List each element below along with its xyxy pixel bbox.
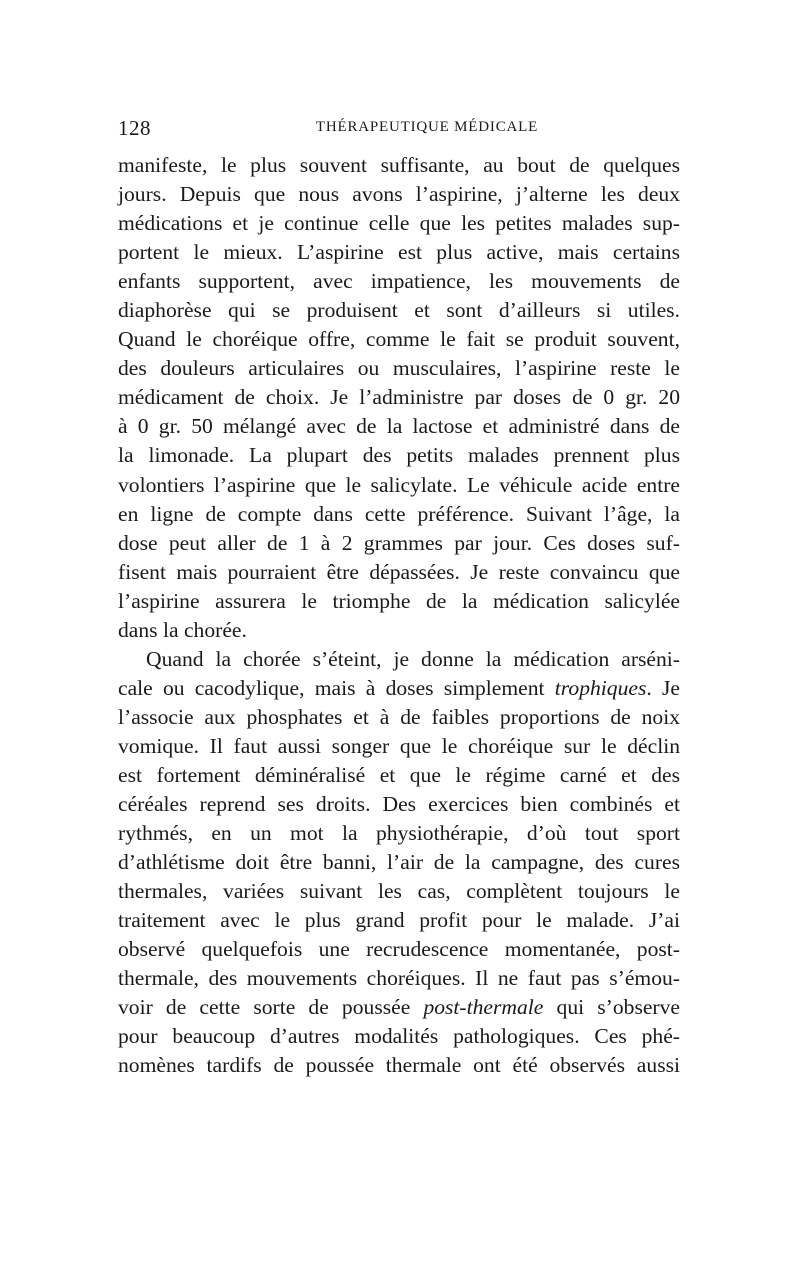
- text-line: [118, 587, 680, 616]
- text-line: [118, 296, 680, 325]
- text-segment: diaphorèse qui se produisent et sont d’ailleurs si utiles.: [118, 298, 680, 323]
- text-segment: jours. Depuis que nous avons l’aspirine, j’alterne les deux: [118, 182, 680, 207]
- text-line: [118, 1022, 680, 1051]
- text-line: [118, 1051, 680, 1080]
- text-segment: médicament de choix. Je l’administre par doses de 0 gr. 20: [118, 385, 680, 410]
- text-segment: fisent mais pourraient être dépassées. Je reste convaincu que: [118, 559, 680, 584]
- text-segment: rythmés, en un mot la physiothérapie, d’où tout sport: [118, 821, 680, 846]
- text-segment: nomènes tardifs de poussée thermale ont été observés aussi: [118, 1053, 680, 1078]
- text-segment: traitement avec le plus grand profit pour le malade. J’ai: [118, 908, 680, 933]
- text-line: [118, 848, 680, 877]
- text-segment: observé quelquefois une recrudescence momentanée, post-: [118, 937, 680, 962]
- text-segment: . Je: [646, 675, 680, 700]
- text-segment: vomique. Il faut aussi songer que le choréique sur le déclin: [118, 733, 680, 758]
- text-line: [118, 500, 680, 529]
- text-segment: portent le mieux. L’aspirine est plus active, mais certains: [118, 240, 680, 265]
- text-line: [118, 180, 680, 209]
- text-segment: enfants supportent, avec impatience, les mouvements de: [118, 269, 680, 294]
- text-line: [118, 529, 680, 558]
- text-segment: cale ou cacodylique, mais à doses simplement: [118, 675, 555, 700]
- text-line: [118, 674, 680, 703]
- text-segment: céréales reprend ses droits. Des exercices bien combinés et: [118, 792, 680, 817]
- text-segment: voir de cette sorte de poussée: [118, 995, 424, 1020]
- text-segment: Quand la chorée s’éteint, je donne la médication arséni-: [146, 646, 680, 671]
- italic-text: trophiques: [554, 675, 647, 700]
- italic-text: post-thermale: [423, 995, 544, 1020]
- text-segment: manifeste, le plus souvent suffisante, au bout de quelques: [118, 153, 680, 177]
- text-segment: thermale, des mouvements choréiques. Il ne faut pas s’émou-: [118, 966, 680, 991]
- text-line: [118, 616, 680, 645]
- page-number: 128: [118, 116, 151, 140]
- running-title: THÉRAPEUTIQUE MÉDICALE: [315, 119, 539, 135]
- text-segment: dans la chorée.: [118, 617, 247, 642]
- text-line: [118, 645, 680, 674]
- text-line: [118, 383, 680, 412]
- text-line: [118, 412, 680, 441]
- text-line: [118, 732, 680, 761]
- text-line: [118, 819, 680, 848]
- text-line: [118, 877, 680, 906]
- text-line: [118, 935, 680, 964]
- text-line: [118, 761, 680, 790]
- text-segment: volontiers l’aspirine que le salicylate. Le véhicule acide entre: [118, 472, 680, 497]
- text-segment: pour beaucoup d’autres modalités pathologiques. Ces phé-: [118, 1024, 680, 1049]
- text-segment: en ligne de compte dans cette préférence. Suivant l’âge, la: [118, 501, 680, 526]
- text-segment: à 0 gr. 50 mélangé avec de la lactose et administré dans de: [118, 414, 680, 439]
- text-segment: dose peut aller de 1 à 2 grammes par jour. Ces doses suf-: [118, 530, 680, 555]
- text-segment: qui s’observe: [543, 995, 680, 1020]
- text-line: [118, 325, 680, 354]
- body-text: [118, 151, 680, 1081]
- text-segment: thermales, variées suivant les cas, complètent toujours le: [118, 879, 680, 904]
- running-head: [118, 116, 680, 140]
- text-line: [118, 558, 680, 587]
- text-segment: la limonade. La plupart des petits malades prennent plus: [118, 443, 680, 468]
- text-segment: des douleurs articulaires ou musculaires, l’aspirine reste le: [118, 356, 680, 381]
- text-line: [118, 267, 680, 296]
- text-segment: médications et je continue celle que les petites malades sup-: [118, 211, 680, 236]
- text-line: [118, 703, 680, 732]
- text-line: [118, 964, 680, 993]
- text-line: [118, 151, 680, 180]
- text-segment: l’associe aux phosphates et à de faibles proportions de noix: [118, 704, 680, 729]
- text-segment: est fortement déminéralisé et que le régime carné et des: [118, 762, 680, 787]
- text-line: [118, 441, 680, 470]
- text-line: [118, 209, 680, 238]
- text-segment: l’aspirine assurera le triomphe de la médication salicylée: [118, 588, 680, 613]
- text-line: [118, 906, 680, 935]
- text-segment: Quand le choréique offre, comme le fait se produit souvent,: [118, 327, 680, 352]
- text-line: [118, 471, 680, 500]
- text-line: [118, 993, 680, 1022]
- text-line: [118, 238, 680, 267]
- text-line: [118, 354, 680, 383]
- text-segment: d’athlétisme doit être banni, l’air de la campagne, des cures: [118, 850, 680, 875]
- text-line: [118, 790, 680, 819]
